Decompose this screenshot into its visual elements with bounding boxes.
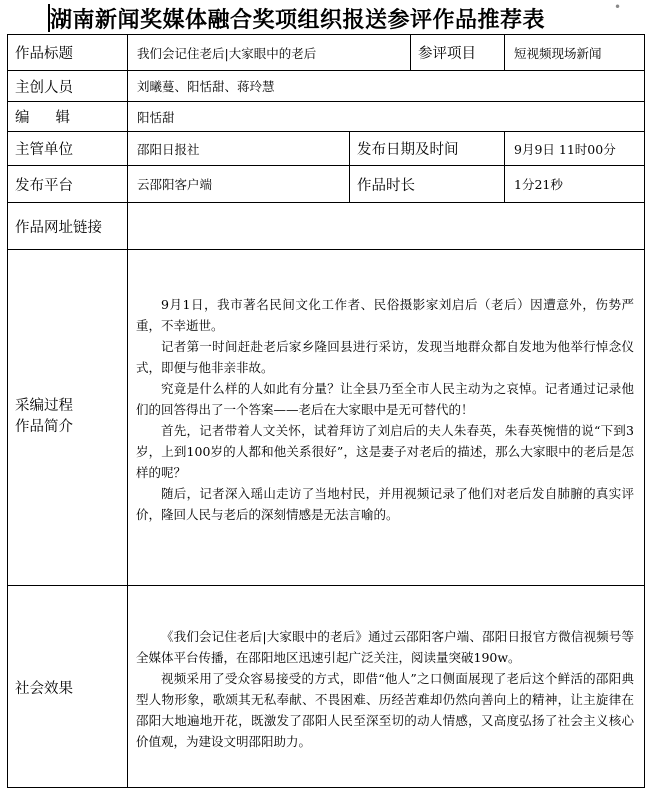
duration-label: 作品时长 xyxy=(349,165,505,203)
corner-mark: • xyxy=(614,0,622,14)
process-paragraph: 随后，记者深入瑶山走访了当地村民，并用视频记录了他们对老后发自肺腑的真实评价，隆回人民与老后的深刻情感是无法言喻的。 xyxy=(136,486,634,522)
work-title-label: 作品标题 xyxy=(7,34,128,71)
editor-label: 编辑 xyxy=(7,101,128,132)
impact-paragraph: 视频采用了受众容易接受的方式，即借“他人”之口侧面展现了老后这个鲜活的邵阳典型人物形象，歌颂其无私奉献、不畏困难、历经苦难却仍然向善向上的精神，让主旋律在邵阳大地遍地开花，既激发了邵阳人民至深至切的动人情感，又高度弘扬了社会主义核心价值观，为建设文明邵阳助力。 xyxy=(136,671,634,749)
process-paragraph: 首先，记者带着人文关怀，试着拜访了刘启后的夫人朱春英，朱春英惋惜的说“下到3岁，上到100岁的人都和他关系很好”，这是妻子对老后的描述，那么大家眼中的老后是怎样的呢？ xyxy=(136,423,634,480)
document-title-area xyxy=(0,0,651,34)
impact-paragraph: 《我们会记住老后|大家眼中的老后》通过云邵阳客户端、邵阳日报官方微信视频号等全媒体平台传播，在邵阳地区迅速引起广泛关注，阅读量突破190w。 xyxy=(136,629,634,665)
impact-label: 社会效果 xyxy=(15,681,73,697)
editor-value: 阳恬甜 xyxy=(127,101,645,132)
org-value: 邵阳日报社 xyxy=(127,131,350,166)
url-label: 作品网址链接 xyxy=(7,202,128,250)
process-paragraph: 究竟是什么样的人如此有分量？让全县乃至全市人民主动为之哀悼。记者通过记录他们的回答得出了一个答案——老后在大家眼中是无可替代的！ xyxy=(136,381,634,417)
process-label-line2: 作品简介 xyxy=(15,419,73,435)
authors-label: 主创人员 xyxy=(7,70,128,102)
org-label: 主管单位 xyxy=(7,131,128,166)
platform-label: 发布平台 xyxy=(7,165,128,203)
process-label-cell xyxy=(7,249,128,586)
impact-label-cell xyxy=(7,585,128,788)
process-paragraph: 记者第一时间赶赴老后家乡隆回县进行采访，发现当地群众都自发地为他举行悼念仪式，即便与他非亲非故。 xyxy=(136,339,634,375)
publish-time-label: 发布日期及时间 xyxy=(349,131,505,166)
category-value: 短视频现场新闻 xyxy=(504,34,645,71)
url-value xyxy=(127,202,645,250)
page-title: 湖南新闻奖媒体融合奖项组织报送参评作品推荐表 xyxy=(50,7,546,33)
work-title-value: 我们会记住老后|大家眼中的老后 xyxy=(127,34,411,71)
duration-value: 1分21秒 xyxy=(504,165,645,203)
category-label: 参评项目 xyxy=(410,34,505,71)
process-text-cell xyxy=(127,249,645,586)
process-paragraph: 9月1日，我市著名民间文化工作者、民俗摄影家刘启后（老后）因遭意外，伤势严重，不幸逝世。 xyxy=(136,297,634,333)
process-label-line1: 采编过程 xyxy=(15,398,73,414)
publish-time-value: 9月9日 11时00分 xyxy=(504,131,645,166)
impact-text-cell xyxy=(127,585,645,788)
authors-value: 刘曦蔓、阳恬甜、蒋玲慧 xyxy=(127,70,645,102)
platform-value: 云邵阳客户端 xyxy=(127,165,350,203)
